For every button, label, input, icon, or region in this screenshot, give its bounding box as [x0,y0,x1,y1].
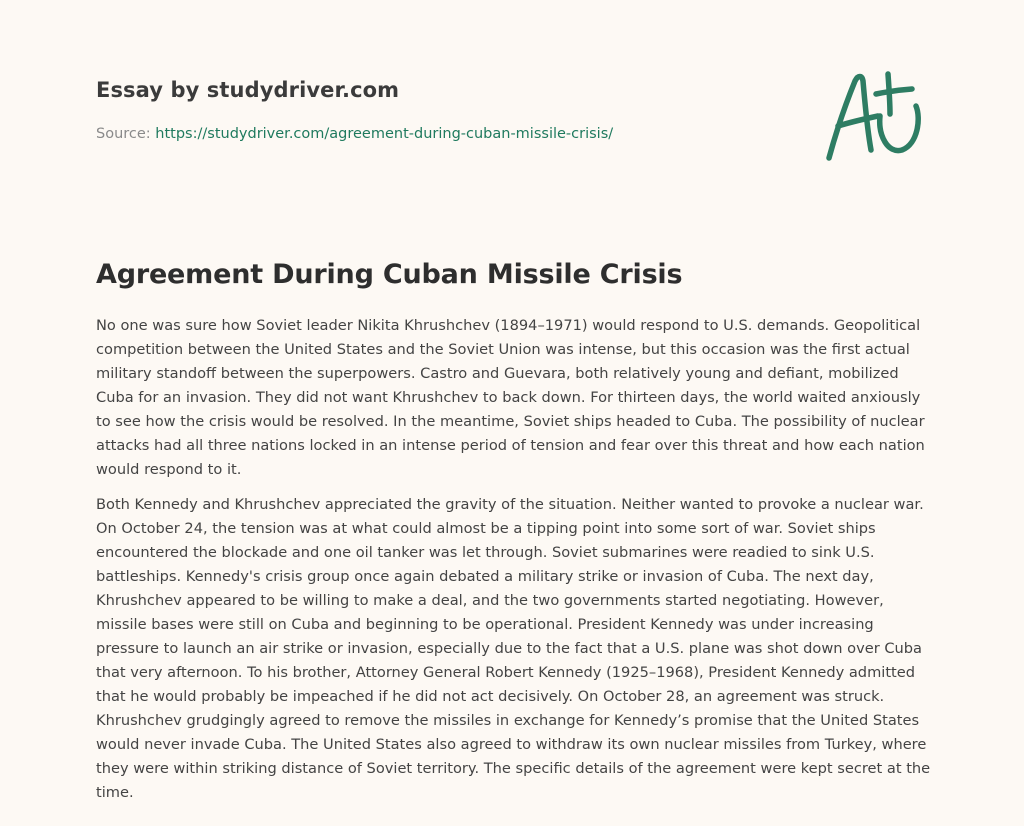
essay-body [96,314,934,816]
source-line [96,124,796,144]
essay-paragraph: Both Kennedy and Khrushchev appreciated the gravity of the situation. Neither wanted to provoke a nuclear war. On October 24, the tension was at what could almost be a tipping point into some sort of war. Soviet ships encountered the blockade and one oil tanker was let through. Soviet submarines were readied to sink U.S. battleships. Kennedy's crisis group once again debated a military strike or invasion of Cuba. The next day, Khrushchev appeared to be willing to make a deal, and the two governments started negotiating. However, missile bases were still on Cuba and beginning to be operational. President Kennedy was under increasing pressure to launch an air strike or invasion, especially due to the fact that a U.S. plane was shot down over Cuba that very afternoon. To his brother, Attorney General Robert Kennedy (1925–1968), President Kennedy admitted that he would probably be impeached if he did not act decisively. On October 28, an agreement was struck. Khrushchev grudgingly agreed to remove the missiles in exchange for Kennedy’s promise that the United States would never invade Cuba. The United States also agreed to withdraw its own nuclear missiles from Turkey, where they were within striking distance of Soviet territory. The specific details of the agreement were kept secret at the time. [96,496,931,801]
source-label: Source: [96,126,156,142]
source-link[interactable]: https://studydriver.com/agreement-during-cuban-missile-crisis/ [155,126,614,142]
site-title: Essay by studydriver.com [96,78,400,102]
page-header [96,76,796,144]
essay-title: Agreement During Cuban Missile Crisis [96,259,683,290]
a-plus-logo-icon [818,66,928,166]
essay-paragraph: No one was sure how Soviet leader Nikita Khrushchev (1894–1971) would respond to U.S. demands. Geopolitical competition between the United States and the Soviet Union was intense, but this occasion was the first actual military standoff between the superpowers. Castro and Guevara, both relatively young and defiant, mobilized Cuba for an invasion. They did not want Khrushchev to back down. For thirteen days, the world waited anxiously to see how the crisis would be resolved. In the meantime, Soviet ships headed to Cuba. The possibility of nuclear attacks had all three nations locked in an intense period of tension and fear over this threat and how each nation would respond to it. [96,317,925,478]
